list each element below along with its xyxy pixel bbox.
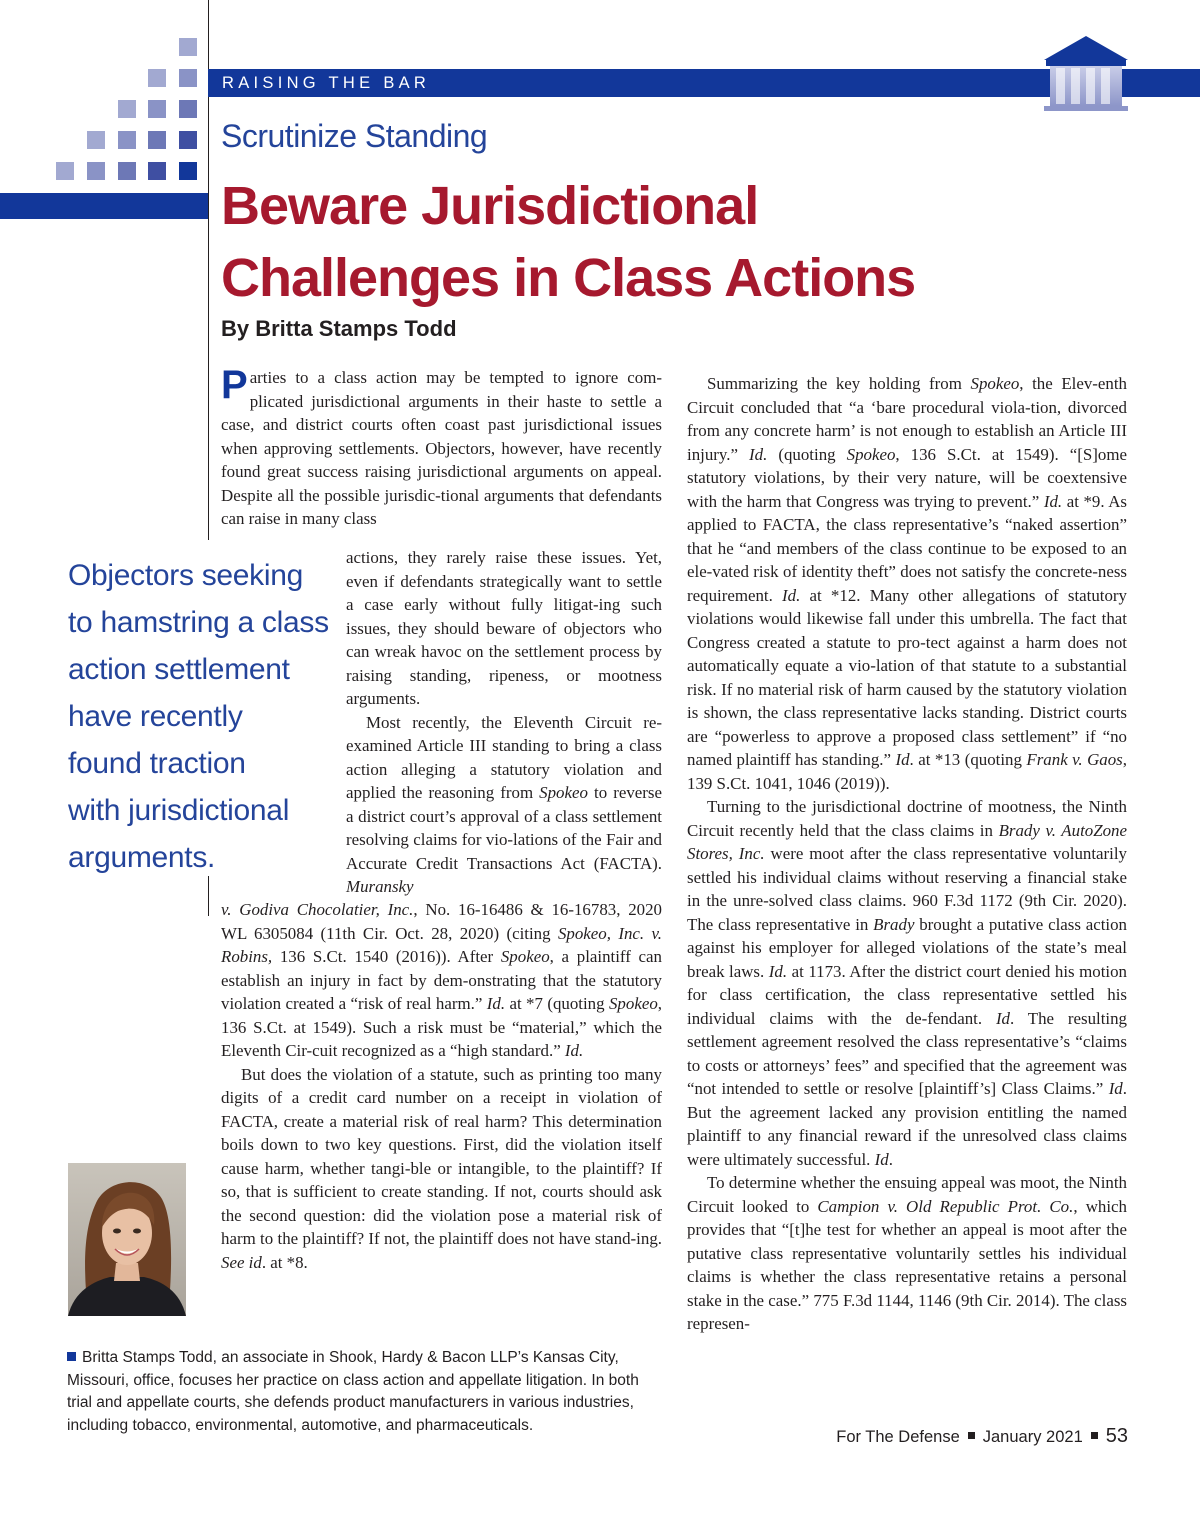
issue-date: January 2021 xyxy=(982,1428,1083,1446)
author-bio: Britta Stamps Todd, an associate in Shook, Hardy & Bacon LLP’s Kansas City, Missouri, office, focuses her practice on class action and appellate litigation. In both trial and appellate courts, she defends product manufacturers in various industries, including tobacco, environmental, automotive, and pharmaceuticals. xyxy=(67,1349,639,1434)
page-footer xyxy=(836,1425,1128,1448)
pull-quote-line: Objectors seeking xyxy=(68,559,304,592)
column-1-bottom xyxy=(221,898,662,1274)
pull-quote-line: arguments. xyxy=(68,841,216,874)
left-blue-bar xyxy=(0,193,208,219)
mosaic-square xyxy=(87,131,105,149)
mosaic-square xyxy=(118,131,136,149)
separator-square-icon xyxy=(968,1432,975,1439)
pull-quote-line: with jurisdictional xyxy=(68,794,290,827)
pull-quote-line: have recently xyxy=(68,700,243,733)
paragraph: actions, they rarely raise these issues. Yet, even if defendants strategically want to settle a case early without fully litigat-ing such issues, they should beware of objectors who can wreak havoc on the settlement process by raising standing, ripeness, or mootness arguments. xyxy=(346,548,662,708)
headline xyxy=(221,170,1121,314)
paragraph: v. Godiva Chocolatier, Inc., No. 16-16486 & 16-16783, 2020 WL 6305084 (11th Cir. Oct. 28, 2020) (citing Spokeo, Inc. v. Robins, 136 S.Ct. 1540 (2016)). After Spokeo, a plaintiff can establish an injury in fact by dem-onstrating that the statutory violation created a “risk of real harm.” Id. at *7 (quoting Spokeo, 136 S.Ct. at 1549). Such a risk must be “material,” which the Eleventh Cir-cuit recognized as a “high standard.” Id. xyxy=(221,900,662,1060)
mosaic-square xyxy=(148,162,166,180)
paragraph: Summarizing the key holding from Spokeo, the Elev-enth Circuit concluded that “a ‘bare procedural viola-tion, divorced from any concrete harm’ is not enough to establish an Article III injury.” Id. (quoting Spokeo, 136 S.Ct. at 1549). “[S]ome statutory violations, by their very nature, will be coextensive with the harm that Congress was trying to prevent.” Id. at *9. As applied to FACTA, the class representative’s “naked assertion” that he “and members of the class continue to be exposed to an ele-vated risk of identity theft” does not satisfy the concrete-ness requirement. Id. at *12. Many other allegations of statutory violations would likewise fall under this umbrella. The fact that Congress created a statute to pro-tect against a harm does not automatically equate a vio-lation of that statute to a substantial risk. If no material risk of harm caused by the statutory violation is shown, the class representative lacks standing. District courts are “powerless to approve a proposed class settlement” if “no named plaintiff has standing.” Id. at *13 (quoting Frank v. Gaos, 139 S.Ct. 1041, 1046 (2019)). xyxy=(687,374,1128,793)
publication-name: For The Defense xyxy=(836,1428,960,1446)
paragraph: But does the violation of a statute, such as printing too many digits of a credit card number on a receipt in violation of FACTA, create a material risk of real harm? This determination boils down to two key questions. First, did the violation itself cause harm, whether tangi-ble or intangible, to the plaintiff? If so, that is sufficient to create standing. If not, courts should ask the second question: did the violation pose a material risk of harm to the plaintiff? If not, the plaintiff does not have stand-ing. See id. at *8. xyxy=(221,1064,662,1272)
mosaic-square xyxy=(118,100,136,118)
mosaic-square xyxy=(148,69,166,87)
column-rule xyxy=(208,876,209,916)
mosaic-square xyxy=(87,162,105,180)
column-1-narrow xyxy=(346,546,662,899)
drop-cap: P xyxy=(221,363,248,407)
mosaic-square xyxy=(179,100,197,118)
pull-quote-line: to hamstring a class xyxy=(68,606,329,639)
mosaic-square xyxy=(179,38,197,56)
page-number: 53 xyxy=(1105,1425,1128,1447)
column-1-top xyxy=(221,363,662,531)
mosaic-square xyxy=(148,100,166,118)
pull-quote-line: found traction xyxy=(68,747,246,780)
section-title: Scrutinize Standing xyxy=(221,118,488,154)
mosaic-square xyxy=(118,162,136,180)
mosaic-square xyxy=(148,131,166,149)
courthouse-columns-icon xyxy=(1040,34,1132,112)
byline: By Britta Stamps Todd xyxy=(221,316,457,341)
mosaic-square xyxy=(179,69,197,87)
mosaic-square xyxy=(179,131,197,149)
paragraph: To determine whether the ensuing appeal was moot, the Ninth Circuit looked to Campion v. Old Republic Prot. Co., which provides that “[t]he test for whether an appeal is moot after the putative class representative voluntarily settles his individual claims is whether the class representative retains a personal stake in the case.” 775 F.3d 1144, 1146 (9th Cir. 2014). The class represen- xyxy=(687,1173,1127,1333)
pull-quote-line: action settlement xyxy=(68,653,290,686)
paragraph: Turning to the jurisdictional doctrine of mootness, the Ninth Circuit recently held that the class claims in Brady v. AutoZone Stores, Inc. were moot after the class representative voluntarily settled his individual claims without reserving a financial stake in the unre-solved class claims. 960 F.3d 1172 (9th Cir. 2020). The class representative in Brady brought a putative class action against his employer for alleged violations of the state’s meal break laws. Id. at 1173. After the district court denied his motion for class certification, the class representative settled his individual claims with the de-fendant. Id. The resulting settlement agreement resolved the class representative’s “claims to costs or attorneys’ fees” and specified that the agreement was “not intended to settle or resolve [plaintiff’s] Class Claims.” Id. But the agreement lacked any provision entitling the named plaintiff to any financial reward if the unresolved class claims were ultimately successful. Id. xyxy=(687,797,1127,1169)
headline-line: Challenges in Class Actions xyxy=(221,248,916,308)
headline-line: Beware Jurisdictional xyxy=(221,176,759,236)
column-2 xyxy=(687,372,1127,1336)
pull-quote xyxy=(68,552,338,881)
mosaic-square xyxy=(179,162,197,180)
department-kicker: RAISING THE BAR xyxy=(222,74,431,92)
separator-square-icon xyxy=(1091,1432,1098,1439)
bullet-square-icon xyxy=(67,1352,76,1361)
mosaic-square xyxy=(56,162,74,180)
paragraph: Parties to a class action may be tempted to ignore com-plicated jurisdictional arguments in their haste to settle a case, and district courts often coast past jurisdictional issues when approving settlements. Objectors, however, have recently found great success raising jurisdictional arguments on appeal. Despite all the possible jurisdic-tional arguments that defendants can raise in many class xyxy=(221,363,662,528)
paragraph: Most recently, the Eleventh Circuit re-examined Article III standing to bring a class action alleging a statutory violation and applied the reasoning from Spokeo to reverse a district court’s approval of a class settlement resolving claims for vio-lations of the Fair and Accurate Credit Transactions Act (FACTA). Muransky xyxy=(346,712,662,896)
author-photo xyxy=(68,1163,186,1316)
